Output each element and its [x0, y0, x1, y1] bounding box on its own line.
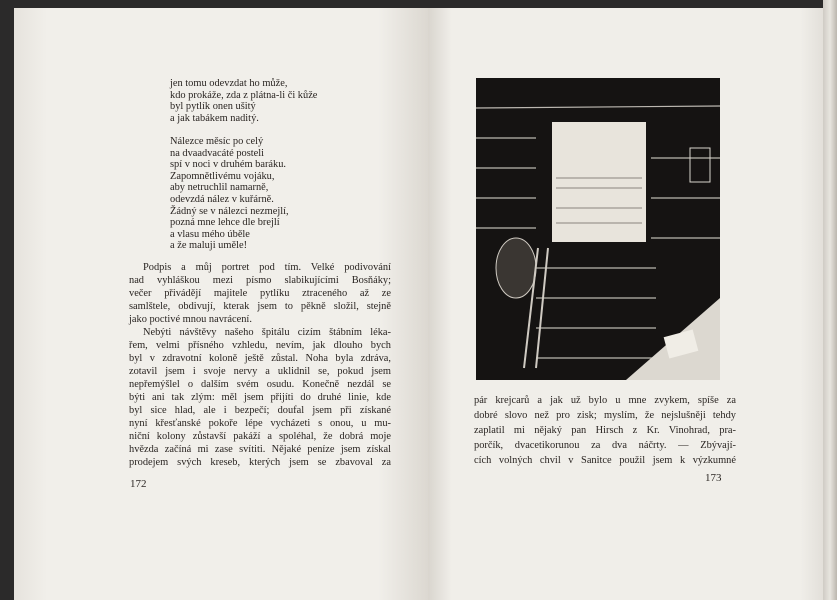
- text-line: a jak tabákem naditý.: [170, 112, 259, 124]
- text-line: Žádný se v nálezci nezmejlí,: [170, 205, 289, 217]
- text-line: aby netruchlil namarně,: [170, 182, 269, 194]
- text-line: nad vyhláškou mezi písmo slabikujícími Bosňáky;: [129, 275, 391, 286]
- text-line: zotavil jsem i svoje nervy a uklidnil se, pokud jsem: [129, 366, 391, 377]
- right-prose: [474, 393, 736, 468]
- window: [552, 122, 646, 242]
- text-line: a že maluji uměle!: [170, 240, 248, 252]
- text-line: pár krejcarů a jak už bylo u mne zvykem, spíše za: [474, 395, 736, 406]
- page-number-left: 172: [130, 478, 147, 490]
- text-line: nyní křesťanské pokoře lépe vycházeti s onou, u mu-: [129, 418, 391, 429]
- text-line: jen tomu odevzdat ho může,: [170, 78, 288, 89]
- poem: [170, 78, 317, 264]
- poem-stanza: [170, 136, 317, 252]
- text-line: řem, velmi přísného vzhledu, nevím, jak dlouho bych: [129, 340, 391, 351]
- text-line: hvězda začíná mi zase svítiti. Nějaké peníze jsem získal: [129, 444, 391, 455]
- text-line: býti ani tak zlým: měl jsem přijíti do druhé linie, kde: [129, 392, 391, 403]
- text-line: a vlasu mého úběle: [170, 228, 250, 240]
- page-edges: [823, 0, 837, 600]
- text-line: samlštele, obdivují, kterak jsem to pěkně složil, stejně: [129, 301, 391, 312]
- text-line: niční kolony zůstavší pakáží a spoléhal, že dobrá moje: [129, 431, 391, 442]
- text-line: kdo prokáže, zda z plátna-li či kůže: [170, 89, 318, 101]
- text-line: porčík, dvacetikorunou za dva náčrty. — Zbývají-: [474, 440, 736, 451]
- text-line: Nebýti návštěvy našeho špitálu cizím štábním léka-: [143, 327, 391, 338]
- text-line: byl v zdravotní koloně ještě zůstal. Noha byla zdráva,: [129, 353, 391, 364]
- text-line: pozná mne lehce dle brejlí: [170, 217, 280, 229]
- text-line: spí v noci v druhém baráku.: [170, 159, 287, 171]
- text-line: Nálezce měsíc po celý: [170, 135, 264, 147]
- text-line: odevzdá nález v kuřárně.: [170, 193, 274, 205]
- text-line: byl pytlík onen ušitý: [170, 101, 256, 113]
- text-line: jako poctivé mnou navrácení.: [129, 314, 252, 325]
- text-line: prodejem svých kreseb, kterých jsem se zbavoval za: [129, 457, 391, 468]
- text-line: Podpis a můj portret pod tím. Velké podivování: [143, 262, 391, 273]
- left-prose: [129, 261, 391, 469]
- text-line: byl sice hlad, ale i bezpečí; doufal jsem při získané: [129, 405, 391, 416]
- text-line: nepřemýšlel o dalším svém osudu. Konečně nezdál se: [129, 379, 391, 390]
- text-line: dobré slovo než pro zisk; myslím, že nejslušněji tehdy: [474, 410, 736, 421]
- woodcut-illustration: [476, 78, 720, 380]
- poem-stanza: [170, 78, 317, 124]
- page-number-right: 173: [705, 472, 722, 484]
- text-line: cích volných chvil v Sanitce použil jsem k výzkumné: [474, 455, 736, 466]
- text-line: Zapomnětlivému vojáku,: [170, 170, 275, 182]
- text-line: zaplatil mi nějaký pan Hirsch z Kr. Vinohrad, pra-: [474, 425, 736, 436]
- text-line: večer přivádějí majitele pytlíku ztraceného až ze: [129, 288, 391, 299]
- text-line: na dvaadvacáté posteli: [170, 147, 265, 159]
